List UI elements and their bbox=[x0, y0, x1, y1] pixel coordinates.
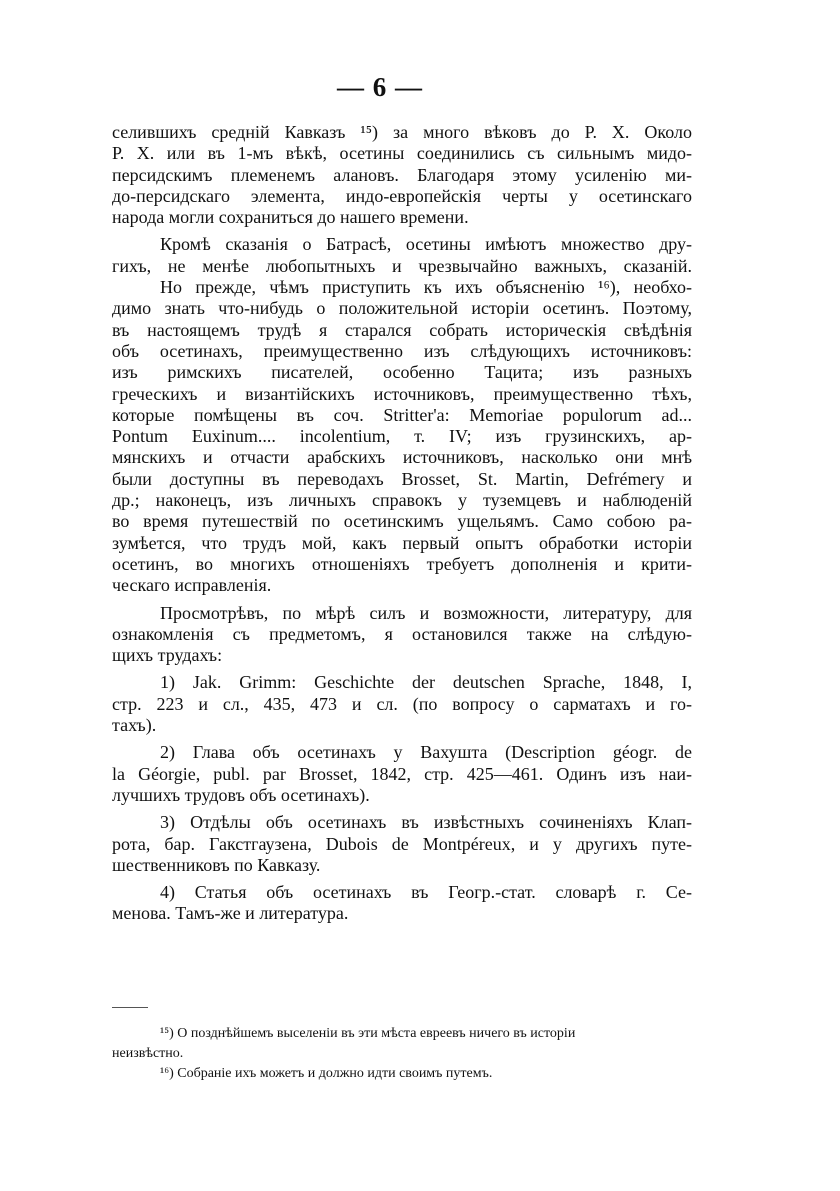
text-line: народа могли сохраниться до нашего времени. bbox=[112, 207, 469, 228]
text-line: объ осетинахъ, преимущественно изъ слѣдующихъ источниковъ: bbox=[112, 340, 692, 361]
text-line: которые помѣщены въ соч. Stritter'a: Memoriae populorum ad... bbox=[112, 404, 692, 425]
list-item-line: лучшихъ трудовъ объ осетинахъ). bbox=[112, 784, 370, 805]
footnote-line: ¹⁶) Собраніе ихъ можетъ и должно идти своимъ путемъ. bbox=[160, 1066, 493, 1081]
text-line: Кромѣ сказанія о Батрасѣ, осетины имѣютъ множество дру- bbox=[160, 234, 692, 255]
text-line: Р. Х. или въ 1-мъ вѣкѣ, осетины соединились съ сильнымъ мидо- bbox=[112, 143, 692, 164]
list-item-line: шественниковъ по Кавказу. bbox=[112, 854, 321, 875]
list-item-line: рота, бар. Гакстгаузена, Dubois de Montpéreux, и у другихъ путе- bbox=[112, 833, 692, 854]
list-item-line: 3) Отдѣлы объ осетинахъ въ извѣстныхъ сочиненіяхъ Клап- bbox=[160, 812, 692, 833]
text-line: Pontum Euxinum.... incolentium, т. IV; изъ грузинскихъ, ар- bbox=[112, 426, 692, 447]
text-line: мянскихъ и отчасти арабскихъ источниковъ, насколько они мнѣ bbox=[112, 447, 692, 468]
list-item-line: стр. 223 и сл., 435, 473 и сл. (по вопросу о сарматахъ и го- bbox=[112, 693, 692, 714]
text-line: въ настоящемъ трудѣ я старался собрать историческія свѣдѣнія bbox=[112, 319, 692, 340]
text-line: Просмотрѣвъ, по мѣрѣ силъ и возможности, литературу, для bbox=[160, 602, 692, 623]
list-item-line: 1) Jak. Grimm: Geschichte der deutschen Sprache, 1848, I, bbox=[160, 672, 692, 693]
text-line: селившихъ средній Кавказъ ¹⁵) за много вѣковъ до Р. Х. Около bbox=[112, 122, 692, 142]
text-line: изъ римскихъ писателей, особенно Тацита; изъ разныхъ bbox=[112, 362, 692, 383]
list-item-line: менова. Тамъ-же и литература. bbox=[112, 903, 349, 924]
footnotes bbox=[112, 1024, 692, 1084]
list-item-line: тахъ). bbox=[112, 715, 157, 736]
footnote-line: ¹⁵) О позднѣйшемъ выселеніи въ эти мѣста евреевъ ничего въ исторіи bbox=[160, 1026, 576, 1041]
list-item-line: 2) Глава объ осетинахъ у Вахушта (Description géogr. de bbox=[160, 742, 692, 763]
text-line: до-персидскаго элемента, индо-европейскія черты у осетинскаго bbox=[112, 185, 692, 206]
text-line: щихъ трудахъ: bbox=[112, 645, 223, 666]
text-line: греческихъ и византійскихъ источниковъ, преимущественно тѣхъ, bbox=[112, 383, 692, 404]
page-number: — 6 — bbox=[337, 72, 423, 102]
text-line: димо знать что-нибудь о положительной исторіи осетинъ. Поэтому, bbox=[112, 298, 692, 319]
footnote-line: неизвѣстно. bbox=[112, 1046, 184, 1061]
text-line: др.; наконецъ, изъ личныхъ справокъ у туземцевъ и наблюденій bbox=[112, 490, 692, 511]
text-line: Но прежде, чѣмъ приступить къ ихъ объясненію ¹⁶), необхо- bbox=[160, 277, 692, 298]
list-item-line: la Géorgie, publ. par Brosset, 1842, стр. 425—461. Одинъ изъ наи- bbox=[112, 763, 692, 784]
body-text bbox=[112, 122, 692, 925]
text-line: ческаго исправленія. bbox=[112, 575, 272, 596]
text-line: осетинъ, во многихъ отношеніяхъ требуетъ дополненія и крити- bbox=[112, 553, 692, 574]
footnote-divider bbox=[112, 1007, 148, 1008]
text-line: во время путешествій по осетинскимъ ущельямъ. Само собою ра- bbox=[112, 511, 692, 532]
text-line: гихъ, не менѣе любопытныхъ и чрезвычайно важныхъ, сказаній. bbox=[112, 255, 692, 276]
text-line: персидскимъ племенемъ алановъ. Благодаря этому усиленію ми- bbox=[112, 164, 692, 185]
text-line: были доступны въ переводахъ Brosset, St. Martin, Defrémery и bbox=[112, 468, 692, 489]
list-item-line: 4) Статья объ осетинахъ въ Геогр.-стат. словарѣ г. Се- bbox=[160, 882, 692, 903]
text-line: ознакомленія съ предметомъ, я остановился также на слѣдую- bbox=[112, 623, 692, 644]
text-line: зумѣется, что трудъ мой, какъ первый опытъ обработки исторіи bbox=[112, 532, 692, 553]
